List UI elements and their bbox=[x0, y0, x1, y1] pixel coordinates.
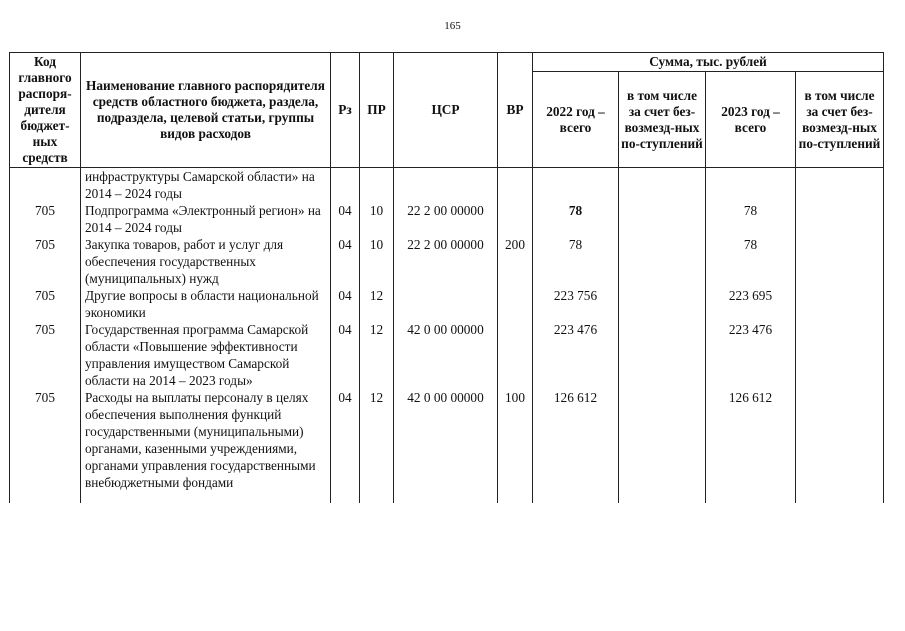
cell-csr: 22 2 00 00000 bbox=[394, 236, 498, 287]
cell-2023-grants bbox=[796, 202, 884, 236]
cell-2022-grants bbox=[619, 287, 706, 321]
cell-2022-grants bbox=[619, 236, 706, 287]
table-row bbox=[10, 287, 884, 321]
cell-code: 705 bbox=[10, 287, 81, 321]
cell-2023-grants bbox=[796, 236, 884, 287]
cell-csr: 42 0 00 00000 bbox=[394, 321, 498, 389]
cell-2022 bbox=[533, 168, 619, 203]
cell-pr bbox=[360, 168, 394, 203]
header-2022-total: 2022 год – всего bbox=[533, 72, 619, 168]
page-number: 165 bbox=[444, 20, 461, 32]
cell-code: 705 bbox=[10, 321, 81, 389]
cell-rz: 04 bbox=[331, 321, 360, 389]
header-sum-group: Сумма, тыс. рублей bbox=[533, 53, 884, 72]
cell-csr bbox=[394, 287, 498, 321]
cell-2022: 78 bbox=[533, 236, 619, 287]
cell-2023-grants bbox=[796, 389, 884, 503]
cell-2022-grants bbox=[619, 168, 706, 203]
cell-2022-grants bbox=[619, 389, 706, 503]
header-pr: ПР bbox=[360, 53, 394, 168]
header-name: Наименование главного распорядителя средств областного бюджета, раздела, подраздела, целевой статьи, группы видов расходов bbox=[81, 53, 331, 168]
cell-2023: 78 bbox=[706, 236, 796, 287]
cell-code: 705 bbox=[10, 236, 81, 287]
cell-csr: 42 0 00 00000 bbox=[394, 389, 498, 503]
cell-2022-grants bbox=[619, 321, 706, 389]
cell-rz: 04 bbox=[331, 389, 360, 503]
cell-2023-grants bbox=[796, 168, 884, 203]
cell-pr: 12 bbox=[360, 389, 394, 503]
budget-table bbox=[9, 52, 884, 503]
cell-2023: 126 612 bbox=[706, 389, 796, 503]
cell-csr: 22 2 00 00000 bbox=[394, 202, 498, 236]
cell-rz bbox=[331, 168, 360, 203]
cell-name: Подпрограмма «Электронный регион» на 2014 – 2024 годы bbox=[81, 202, 331, 236]
cell-2023: 223 476 bbox=[706, 321, 796, 389]
cell-vr bbox=[498, 202, 533, 236]
cell-2023-grants bbox=[796, 287, 884, 321]
cell-code: 705 bbox=[10, 202, 81, 236]
cell-pr: 10 bbox=[360, 236, 394, 287]
table-row bbox=[10, 389, 884, 503]
header-2023-total: 2023 год – всего bbox=[706, 72, 796, 168]
cell-rz: 04 bbox=[331, 287, 360, 321]
cell-vr bbox=[498, 287, 533, 321]
cell-name: Государственная программа Самарской области «Повышение эффективности управления имуществом Самарской области на 2014 – 2023 годы» bbox=[81, 321, 331, 389]
cell-2022: 126 612 bbox=[533, 389, 619, 503]
cell-pr: 10 bbox=[360, 202, 394, 236]
cell-pr: 12 bbox=[360, 321, 394, 389]
cell-vr bbox=[498, 321, 533, 389]
cell-rz: 04 bbox=[331, 236, 360, 287]
cell-code: 705 bbox=[10, 389, 81, 503]
cell-2023: 223 695 bbox=[706, 287, 796, 321]
table-row bbox=[10, 236, 884, 287]
cell-2022-grants bbox=[619, 202, 706, 236]
cell-vr: 200 bbox=[498, 236, 533, 287]
table-row bbox=[10, 168, 884, 203]
cell-pr: 12 bbox=[360, 287, 394, 321]
cell-2023-grants bbox=[796, 321, 884, 389]
cell-2022: 223 756 bbox=[533, 287, 619, 321]
cell-2022: 223 476 bbox=[533, 321, 619, 389]
cell-vr: 100 bbox=[498, 389, 533, 503]
header-vr: ВР bbox=[498, 53, 533, 168]
cell-code bbox=[10, 168, 81, 203]
cell-name: Закупка товаров, работ и услуг для обеспечения государственных (муниципальных) нужд bbox=[81, 236, 331, 287]
cell-csr bbox=[394, 168, 498, 203]
header-2023-grants: в том числе за счет без-возмезд-ных по-ступлений bbox=[796, 72, 884, 168]
header-rz: Рз bbox=[331, 53, 360, 168]
table-row bbox=[10, 202, 884, 236]
cell-name: инфраструктуры Самарской области» на 2014 – 2024 годы bbox=[81, 168, 331, 203]
cell-2023: 78 bbox=[706, 202, 796, 236]
table-row bbox=[10, 321, 884, 389]
cell-name: Другие вопросы в области национальной экономики bbox=[81, 287, 331, 321]
cell-2023 bbox=[706, 168, 796, 203]
cell-2022: 78 bbox=[533, 202, 619, 236]
cell-rz: 04 bbox=[331, 202, 360, 236]
cell-name: Расходы на выплаты персоналу в целях обеспечения выполнения функций государственными (муниципальными) органами, казенными учреждениями, органами управления государственными внебюджетными фондами bbox=[81, 389, 331, 503]
header-2022-grants: в том числе за счет без-возмезд-ных по-ступлений bbox=[619, 72, 706, 168]
header-csr: ЦСР bbox=[394, 53, 498, 168]
cell-vr bbox=[498, 168, 533, 203]
header-code: Код главного распоря-дителя бюджет-ных средств bbox=[10, 53, 81, 168]
